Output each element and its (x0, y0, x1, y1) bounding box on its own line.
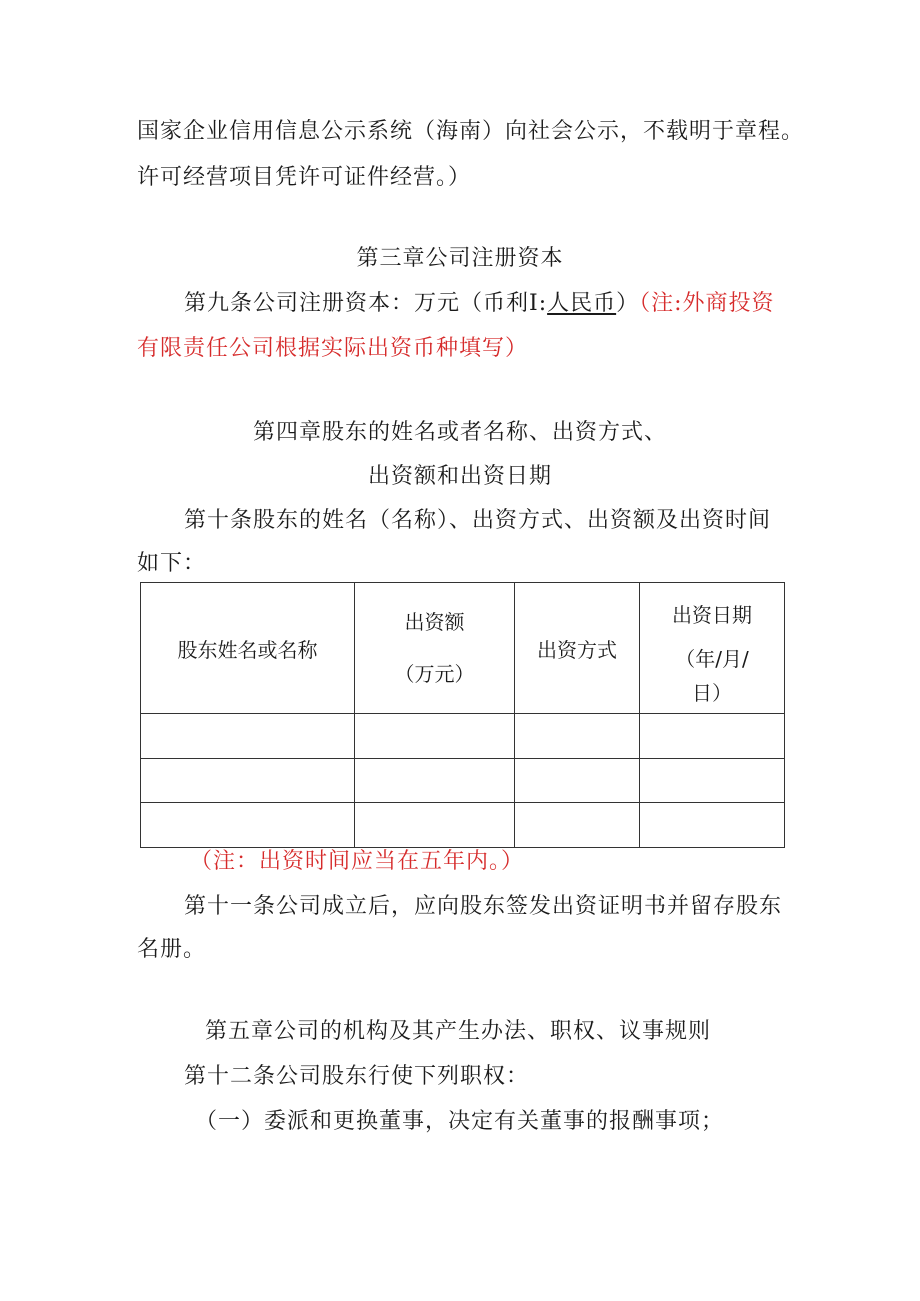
article-12-item1: （一）委派和更换董事，决定有关董事的报酬事项； (195, 1109, 725, 1134)
table-cell[interactable] (141, 803, 355, 848)
article-11-line1: 第十一条公司成立后，应向股东签发出资证明书并留存股东 (184, 894, 783, 919)
article-9-line (184, 289, 775, 319)
table-cell[interactable] (640, 714, 785, 759)
table-cell[interactable] (141, 714, 355, 759)
table-row (141, 714, 785, 759)
chapter-4-title-line2: 出资额和出资日期 (367, 464, 552, 489)
article-10-line2: 如下： (137, 551, 207, 576)
chapter-4-title-line1: 第四章股东的姓名或者名称、出资方式、 (252, 420, 667, 445)
header-shareholder-name: 股东姓名或名称 (141, 583, 355, 714)
table-row (141, 759, 785, 803)
table-header-row (141, 583, 785, 714)
table-row (141, 803, 785, 848)
article-9-note: （注:外商投资 (639, 291, 775, 316)
article-11-line2: 名册。 (137, 937, 207, 962)
article-12-line1: 第十二条公司股东行使下列职权： (184, 1064, 530, 1089)
header-date: 出资日期 （年/月/ 日） (640, 583, 785, 714)
article-9-close: ） (616, 291, 640, 316)
table-cell[interactable] (515, 759, 640, 803)
table-cell[interactable] (515, 714, 640, 759)
article-10-line1: 第十条股东的姓名（名称）、出资方式、出资额及出资时间 (184, 508, 772, 533)
paragraph-line: 国家企业信用信息公示系统（海南）向社会公示，不载明于章程。 (137, 119, 805, 144)
currency-value: 人民币 (547, 291, 617, 316)
table-note: （注：出资时间应当在五年内。） (190, 849, 525, 874)
article-9-note-line2: 有限责任公司根据实际出资币种填写） (137, 336, 529, 361)
table-cell[interactable] (355, 759, 515, 803)
article-9-text: 第九条公司注册资本：万元（币利I: (184, 291, 548, 316)
table-cell[interactable] (515, 803, 640, 848)
chapter-3-title: 第三章公司注册资本 (356, 246, 564, 271)
table-cell[interactable] (355, 714, 515, 759)
chapter-5-title: 第五章公司的机构及其产生办法、职权、议事规则 (205, 1019, 712, 1044)
table-cell[interactable] (355, 803, 515, 848)
header-method: 出资方式 (515, 583, 640, 714)
header-amount: 出资额 （万元） (355, 583, 515, 714)
table-cell[interactable] (640, 803, 785, 848)
table-cell[interactable] (141, 759, 355, 803)
contribution-table (140, 582, 785, 848)
paragraph-line: 许可经营项目凭许可证件经营。） (137, 165, 472, 190)
table-cell[interactable] (640, 759, 785, 803)
